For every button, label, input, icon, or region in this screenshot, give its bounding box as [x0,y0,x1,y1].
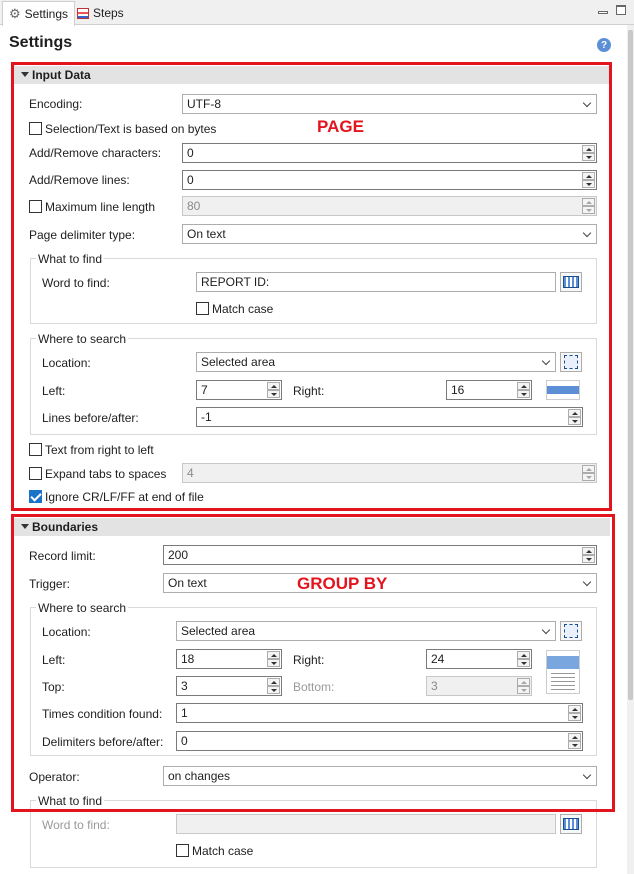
left-value: 7 [201,383,208,397]
max-line-length-value: 80 [187,199,201,213]
lines-before-after-value: -1 [201,410,212,424]
gear-icon: ⚙ [9,6,21,21]
rtl-label: Text from right to left [45,443,154,457]
where-to-search-legend: Where to search [38,332,127,346]
boundaries-right-value: 24 [431,652,445,666]
what-to-find-legend: What to find [38,252,103,266]
tab-steps[interactable] [71,1,130,25]
max-line-length-label: Maximum line length [45,200,156,214]
boundaries-match-case-label: Match case [192,844,254,858]
boundaries-left-value: 18 [181,652,195,666]
boundaries-what-to-find-legend: What to find [38,794,103,808]
boundaries-bottom-label: Bottom: [293,680,335,694]
left-label: Left: [42,384,66,398]
operator-label: Operator: [29,770,80,784]
boundaries-bottom-value: 3 [431,679,438,693]
text-grid-icon [563,818,579,830]
boundaries-pick-text-button[interactable] [560,814,582,834]
page-delimiter-label: Page delimiter type: [29,228,136,242]
boundaries-word-to-find-label: Word to find: [42,818,110,832]
delimiters-before-after-label: Delimiters before/after: [42,735,164,749]
record-limit-value: 200 [168,548,189,562]
boundaries-top-value: 3 [181,679,188,693]
input-data-title: Input Data [32,68,91,82]
add-remove-lines-label: Add/Remove lines: [29,173,130,187]
boundaries-title: Boundaries [32,520,99,534]
boundaries-match-case-checkbox[interactable] [176,844,189,857]
boundaries-where-to-search-legend: Where to search [38,601,127,615]
add-remove-chars-value: 0 [187,146,194,160]
boundaries-left-label: Left: [42,653,66,667]
boundaries-top-label: Top: [42,680,65,694]
expand-tabs-value: 4 [187,466,194,480]
page-title: Settings [9,34,73,51]
group-by-annotation: GROUP BY [297,574,388,593]
boundaries-location-value: Selected area [181,624,256,638]
page-annotation: PAGE [317,117,364,136]
location-value: Selected area [201,355,276,369]
record-limit-label: Record limit: [29,549,96,563]
add-remove-chars-label: Add/Remove characters: [29,146,162,160]
tab-steps-label: Steps [93,6,124,20]
boundaries-right-label: Right: [293,653,325,667]
steps-icon [77,8,89,19]
maximize-button[interactable] [616,5,626,15]
times-condition-label: Times condition found: [42,707,163,721]
encoding-value: UTF-8 [187,97,221,111]
expand-tabs-label: Expand tabs to spaces [45,467,167,481]
view-controls [598,5,626,15]
operator-value: on changes [168,769,231,783]
trigger-label: Trigger: [29,577,70,591]
page-highlight-box [11,62,612,511]
tab-settings[interactable] [2,1,75,26]
boundaries-location-label: Location: [42,625,91,639]
ignore-crlf-label: Ignore CR/LF/FF at end of file [45,490,204,504]
match-case-label: Match case [212,302,274,316]
page-delimiter-value: On text [187,227,226,241]
minimize-button[interactable] [598,11,608,14]
delimiters-before-after-value: 0 [181,734,188,748]
selection-bytes-label: Selection/Text is based on bytes [45,122,217,136]
group-by-highlight-box [11,514,615,812]
word-to-find-value: REPORT ID: [201,275,270,289]
location-label: Location: [42,356,91,370]
scrollbar-thumb[interactable] [628,30,633,700]
trigger-value: On text [168,576,207,590]
word-to-find-label: Word to find: [42,276,110,290]
right-value: 16 [451,383,465,397]
right-label: Right: [293,384,325,398]
lines-before-after-label: Lines before/after: [42,411,139,425]
times-condition-value: 1 [181,706,188,720]
boundaries-word-to-find-input [176,814,556,834]
encoding-label: Encoding: [29,97,83,111]
add-remove-lines-value: 0 [187,173,194,187]
help-icon[interactable]: ? [597,38,611,52]
tab-settings-label: Settings [24,7,69,21]
